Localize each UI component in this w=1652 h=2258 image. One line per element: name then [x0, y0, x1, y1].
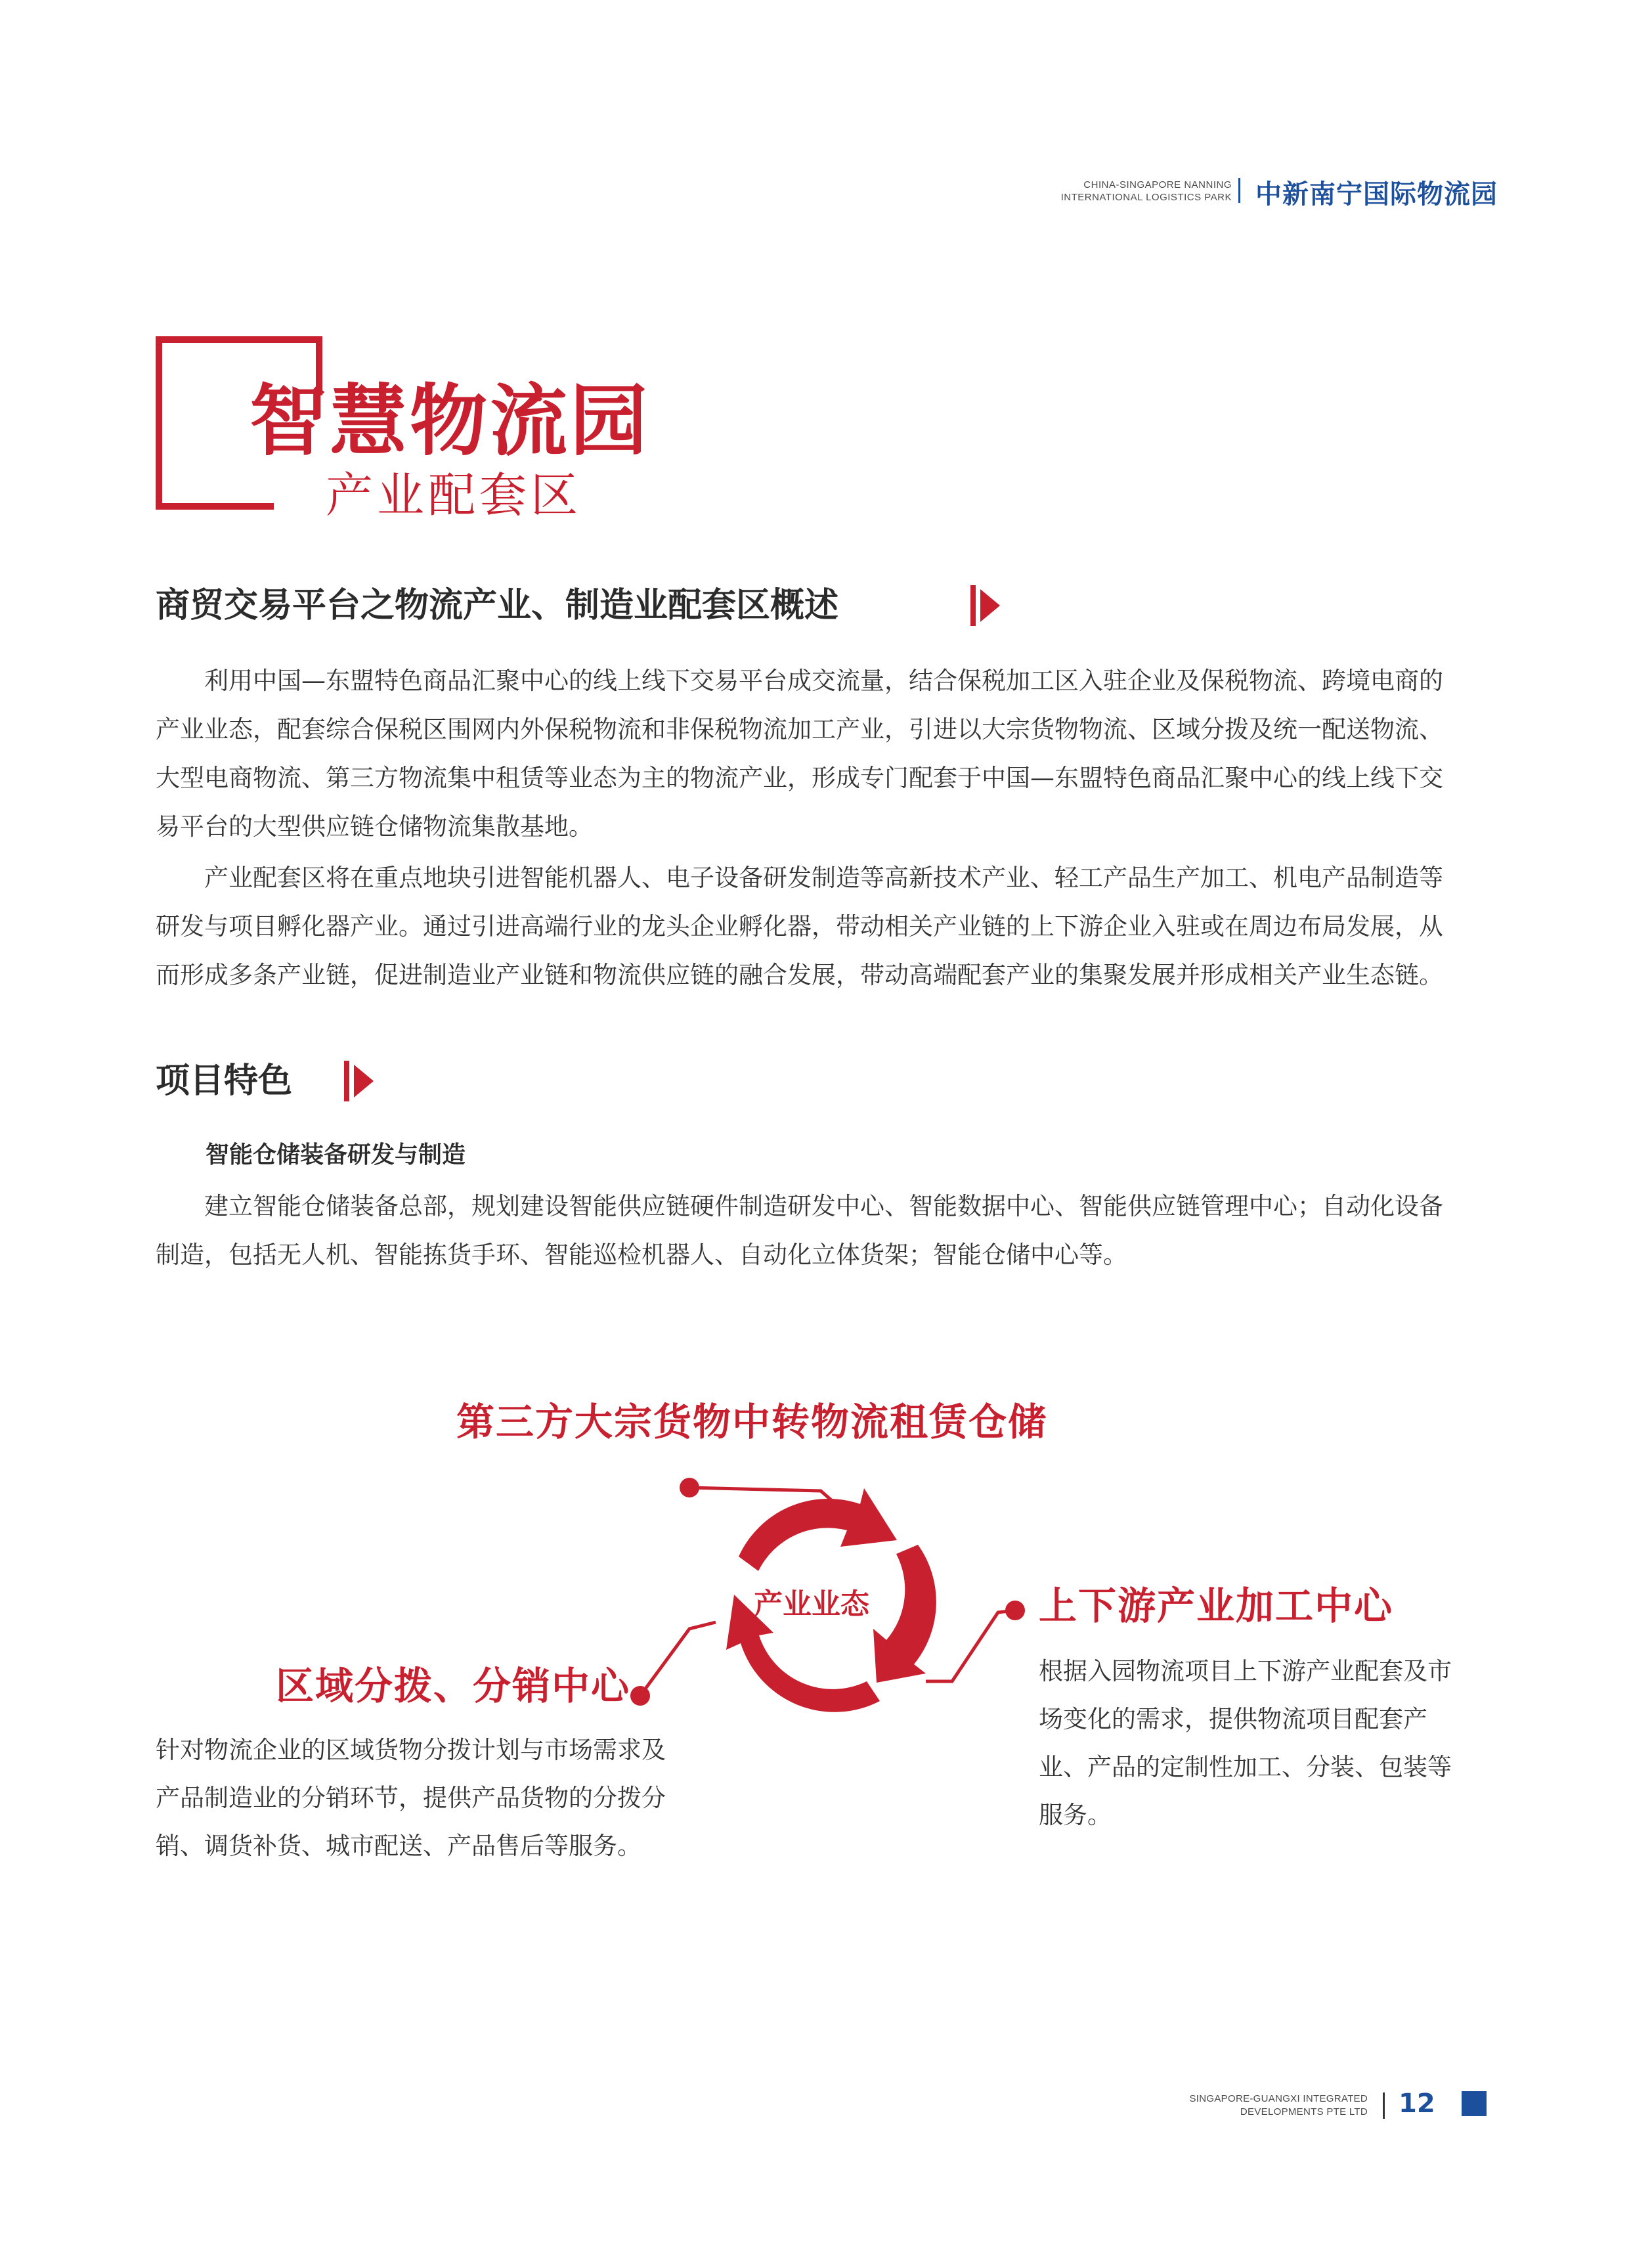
- diagram-center-label: 产业业态: [754, 1587, 869, 1621]
- desc-line: 根据入园物流项目上下游产业配套及市: [1039, 1657, 1452, 1685]
- desc-line: 销、调货补货、城市配送、产品售后等服务。: [156, 1832, 641, 1860]
- section2-heading: 项目特色: [156, 1061, 293, 1101]
- desc-line: 产品制造业的分销环节，提供产品货物的分拨分: [156, 1784, 666, 1812]
- diagram-left-description: [156, 1726, 720, 1870]
- desc-line: 业、产品的定制性加工、分装、包装等: [1039, 1753, 1452, 1781]
- diagram-top-label: 第三方大宗货物中转物流租赁仓储: [456, 1400, 1048, 1444]
- connector-dot-top: [680, 1478, 699, 1497]
- footer-divider: [1383, 2092, 1385, 2119]
- footer-company-name: [1190, 2092, 1368, 2119]
- paragraph-line: 利用中国—东盟特色商品汇聚中心的线上线下交易平台成交流量，结合保税加工区入驻企业及保税物流、跨境电商的: [204, 667, 1443, 695]
- page-number: 12: [1399, 2089, 1435, 2119]
- cycle-arc-top: [739, 1488, 897, 1571]
- diagram-right-label: 上下游产业加工中心: [1039, 1583, 1394, 1628]
- diagram-right-description: [1039, 1647, 1511, 1839]
- footer-en-line2: DEVELOPMENTS PTE LTD: [1240, 2106, 1368, 2117]
- paragraph-line: 产业业态，配套综合保税区围网内外保税物流和非保税物流加工产业，引进以大宗货物物流、区域分拨及统一配送物流、: [156, 715, 1443, 743]
- desc-line: 场变化的需求，提供物流项目配套产: [1039, 1705, 1427, 1733]
- cycle-arc-right: [873, 1545, 936, 1683]
- paragraph-line: 建立智能仓储装备总部，规划建设智能供应链硬件制造研发中心、智能数据中心、智能供应链管理中心；自动化设备: [204, 1192, 1443, 1220]
- connector-dot-right: [1005, 1601, 1025, 1620]
- footer-en-line1: SINGAPORE-GUANGXI INTEGRATED: [1189, 2093, 1368, 2104]
- section2-subheading: 智能仓储装备研发与制造: [206, 1141, 466, 1168]
- diagram-left-label: 区域分拨、分销中心: [276, 1664, 631, 1708]
- footer-square-icon: [1462, 2091, 1487, 2116]
- paragraph-line: 研发与项目孵化器产业。通过引进高端行业的龙头企业孵化器，带动相关产业链的上下游企业入驻或在周边布局发展，从: [156, 912, 1443, 941]
- paragraph-line: 大型电商物流、第三方物流集中租赁等业态为主的物流产业，形成专门配套于中国—东盟特色商品汇聚中心的线上线下交: [156, 764, 1443, 792]
- desc-line: 针对物流企业的区域货物分拨计划与市场需求及: [156, 1736, 666, 1764]
- header-en-line2: INTERNATIONAL LOGISTICS PARK: [1060, 192, 1232, 203]
- header-chinese-name: 中新南宁国际物流园: [1255, 179, 1498, 210]
- header-en-line1: CHINA-SINGAPORE NANNING: [1083, 179, 1232, 190]
- page-title: 智慧物流园: [250, 376, 651, 466]
- section1-heading: 商贸交易平台之物流产业、制造业配套区概述: [156, 586, 839, 625]
- page-subtitle: 产业配套区: [326, 468, 582, 523]
- paragraph-line: 而形成多条产业链，促进制造业产业链和物流供应链的融合发展，带动高端配套产业的集聚发展并形成相关产业生态链。: [156, 961, 1443, 989]
- connector-right: [926, 1610, 1015, 1681]
- desc-line: 服务。: [1039, 1801, 1112, 1829]
- paragraph-line: 产业配套区将在重点地块引进智能机器人、电子设备研发制造等高新技术产业、轻工产品生产加工、机电产品制造等: [204, 864, 1443, 892]
- connector-dot-left: [630, 1686, 650, 1706]
- paragraph-line: 易平台的大型供应链仓储物流集散基地。: [156, 812, 593, 841]
- connector-left: [640, 1622, 716, 1696]
- paragraph-line: 制造，包括无人机、智能拣货手环、智能巡检机器人、自动化立体货架；智能仓储中心等。: [156, 1241, 1127, 1269]
